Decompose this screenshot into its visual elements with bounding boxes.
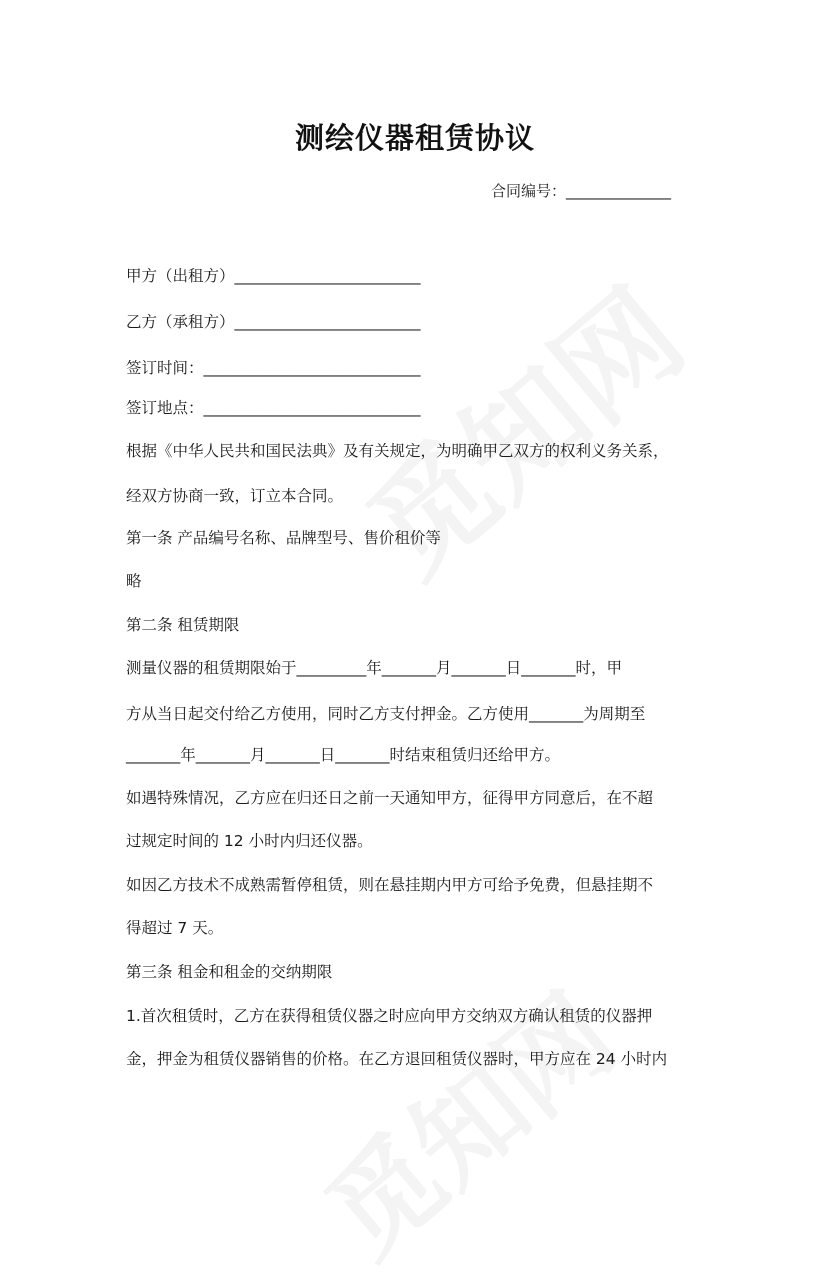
article-heading: 第一条 产品编号名称、品牌型号、售价租价等 [126, 529, 441, 547]
paragraph-line: 得超过 7 天。 [126, 919, 224, 937]
article-heading: 第二条 租赁期限 [126, 616, 240, 634]
signing-time-line: 签订时间：____________________________ [126, 359, 421, 377]
signing-place-line: 签订地点：____________________________ [126, 399, 421, 417]
party-b-line: 乙方（承租方）________________________ [126, 313, 421, 331]
watermark [327, 244, 713, 607]
document-title: 测绘仪器租赁协议 [294, 121, 535, 155]
paragraph-line: 1.首次租赁时，乙方在获得租赁仪器之时应向甲方交纳双方确认租赁的仪器押 [126, 1007, 653, 1025]
paragraph-line: 方从当日起交付给乙方使用，同时乙方支付押金。乙方使用_______为周期至 [126, 705, 646, 723]
paragraph-line: 略 [126, 572, 142, 590]
paragraph-line: _______年_______月_______日_______时结束租赁归还给甲方。 [126, 746, 561, 764]
paragraph-line: 如因乙方技术不成熟需暂停租赁，则在悬挂期内甲方可给予免费，但悬挂期不 [126, 876, 654, 894]
party-a-line: 甲方（出租方）________________________ [126, 267, 421, 285]
paragraph-line: 金，押金为租赁仪器销售的价格。在乙方退回租赁仪器时，甲方应在 24 小时内 [126, 1050, 668, 1068]
paragraph-line: 根据《中华人民共和国民法典》及有关规定，为明确甲乙双方的权利义务关系， [126, 442, 669, 460]
paragraph-line: 如遇特殊情况，乙方应在归还日之前一天通知甲方，征得甲方同意后，在不超 [126, 789, 654, 807]
paragraph-line: 经双方协商一致，订立本合同。 [126, 487, 344, 505]
contract-number: 合同编号：______________ [491, 182, 672, 200]
paragraph-line: 过规定时间的 12 小时内归还仪器。 [126, 832, 373, 850]
watermark [288, 952, 642, 1285]
article-heading: 第三条 租金和租金的交纳期限 [126, 963, 333, 981]
paragraph-line: 测量仪器的租赁期限始于_________年_______月_______日_______时，甲 [126, 659, 623, 677]
